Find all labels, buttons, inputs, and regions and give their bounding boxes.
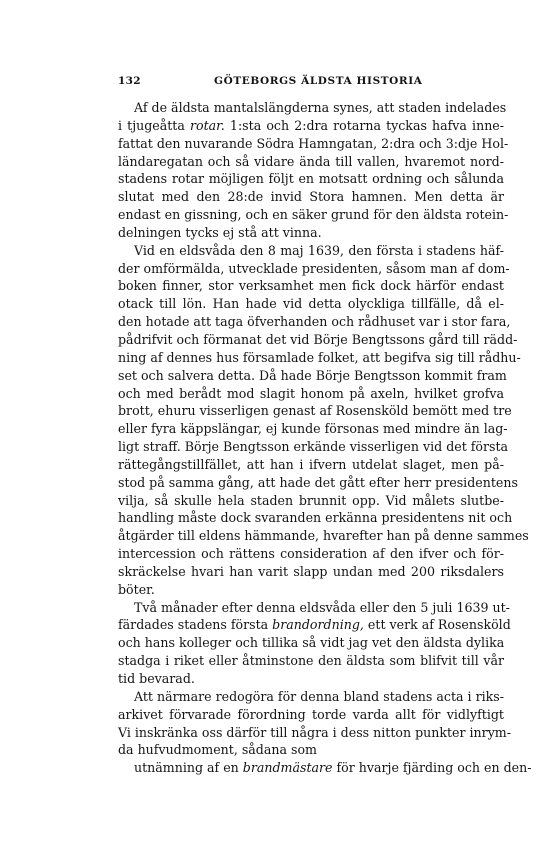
text-segment: stod på samma gång, att hade det gått efter herr presidentens — [118, 474, 518, 490]
text-segment: rättegångstillfället, att han i ifvern utdelat slaget, men på- — [118, 456, 504, 472]
text-line — [118, 242, 504, 260]
text-segment: pådrifvit och förmanat det vid Börje Bengtssons gård till rädd- — [118, 331, 518, 347]
text-line — [118, 135, 509, 153]
text-segment: der omförmälda, utvecklade presidenten, såsom man af dom- — [118, 260, 510, 276]
text-segment: otack till lön. Han hade vid detta olyckliga tillfälle, då el- — [118, 296, 504, 312]
text-line — [118, 420, 508, 438]
text-line — [118, 295, 504, 313]
text-segment: intercession och rättens consideration af den ifver och för- — [118, 546, 504, 562]
text-segment: i tjugeåtta — [118, 117, 190, 133]
text-line — [118, 634, 504, 652]
text-segment: boken finner, stor verksamhet men fick dock härför endast — [118, 278, 504, 294]
text-segment: Två månader efter denna eldsvåda eller den 5 juli 1639 ut- — [134, 599, 510, 615]
italic-term: brandordning, — [272, 617, 364, 633]
text-segment: färdades stadens första — [118, 617, 273, 633]
text-line — [118, 670, 504, 688]
text-line — [118, 759, 532, 777]
text-line — [118, 313, 511, 331]
text-line — [118, 260, 510, 278]
text-line — [118, 206, 509, 224]
text-line — [118, 331, 518, 349]
text-line — [118, 456, 504, 474]
text-segment: delningen tycks ej stå att vinna. — [118, 224, 322, 240]
text-segment: ning af dennes hus församlade folket, att begifva sig till rådhu- — [118, 349, 521, 365]
text-line — [118, 474, 518, 492]
text-line — [118, 438, 509, 456]
text-segment: böter. — [118, 581, 155, 597]
text-segment: utnämning af en — [134, 760, 243, 776]
text-line — [118, 688, 504, 706]
page-header — [118, 75, 500, 91]
running-title: GÖTEBORGS ÄLDSTA HISTORIA — [214, 75, 423, 87]
text-segment: och med berådt mod slagit honom på axeln, hvilket grofva — [118, 385, 504, 401]
text-segment: Vid en eldsvåda den 8 maj 1639, den första i stadens häf- — [134, 242, 504, 258]
text-segment: ländaregatan och så vidare ända till vallen, hvaremot nord- — [118, 153, 504, 169]
text-segment: stadens rotar möjligen följt en motsatt ordning och sålunda — [118, 171, 504, 187]
text-segment: tid bevarad. — [118, 671, 195, 686]
text-line — [118, 616, 511, 634]
text-segment: för hvarje fjärding och en den- — [332, 760, 532, 776]
text-line — [118, 153, 504, 171]
text-line — [118, 599, 510, 617]
text-line — [118, 741, 504, 759]
text-line — [118, 527, 529, 545]
text-line — [118, 652, 504, 670]
text-segment: handling måste dock svaranden erkänna presidentens nit och — [118, 510, 513, 526]
text-line — [118, 545, 504, 563]
text-line — [118, 509, 513, 527]
text-segment: stadga i riket eller åtminstone den äldsta som blifvit till vår — [118, 653, 504, 669]
text-segment: Af de äldsta mantalslängderna synes, att staden indelades — [134, 100, 507, 115]
text-line — [118, 277, 504, 295]
text-line — [118, 385, 504, 403]
text-segment: set och salvera detta. Då hade Börje Bengtsson kommit fram — [118, 367, 507, 383]
text-line — [118, 402, 512, 420]
text-line — [118, 367, 507, 385]
text-segment: Att närmare redogöra för denna bland stadens acta i riks- — [134, 688, 504, 704]
italic-term: rotar. — [190, 117, 225, 133]
text-segment: fattat den nuvarande Södra Hamngatan, 2:dra och 3:dje Hol- — [118, 135, 509, 151]
text-line — [118, 170, 504, 188]
text-segment: åtgärder till eldens hämmande, hvarefter han på denne sammes — [118, 528, 529, 544]
text-segment: ett verk af Rosensköld — [363, 617, 511, 633]
text-segment: vilja, så skulle hela staden brunnit opp. Vid målets slutbe- — [118, 492, 504, 508]
text-segment: da hufvudmoment, sådana som — [118, 742, 317, 758]
text-line — [118, 563, 504, 581]
text-segment: 1:sta och 2:dra rotarna tyckas hafva inne- — [224, 117, 505, 133]
body-text — [118, 99, 532, 777]
text-line — [118, 706, 504, 724]
text-segment: eller fyra käppslängar, ej kunde försonas med mindre än lag- — [118, 421, 508, 437]
page-number: 132 — [118, 75, 141, 87]
text-line — [118, 492, 504, 510]
text-segment: arkivet förvarade förordning torde varda allt för vidlyftigt — [118, 706, 504, 722]
text-segment: ligt straff. Börje Bengtsson erkände visserligen vid det första — [118, 439, 509, 455]
text-line — [118, 224, 504, 242]
text-segment: skräckelse hvari han varit slapp undan med 200 riksdalers — [118, 563, 504, 579]
text-segment: den hotade att taga öfverhanden och rådhuset var i stor fara, — [118, 314, 511, 330]
text-line — [118, 724, 512, 742]
text-segment: brott, ehuru visserligen genast af Rosensköld bemött med tre — [118, 403, 512, 419]
text-segment: slutat med den 28:de invid Stora hamnen. Men detta är — [118, 189, 504, 205]
text-segment: endast en gissning, och en säker grund för den äldsta rotein- — [118, 207, 509, 223]
text-line — [118, 99, 507, 117]
text-segment: och hans kolleger och tillika så vidt jag vet den äldsta dylika — [118, 635, 505, 651]
text-line — [118, 581, 504, 599]
italic-term: brandmästare — [242, 760, 333, 776]
text-segment: Vi inskränka oss därför till några i dess nitton punkter inrym- — [118, 724, 512, 740]
text-line — [118, 188, 504, 206]
text-line — [118, 117, 504, 135]
text-line — [118, 349, 521, 367]
